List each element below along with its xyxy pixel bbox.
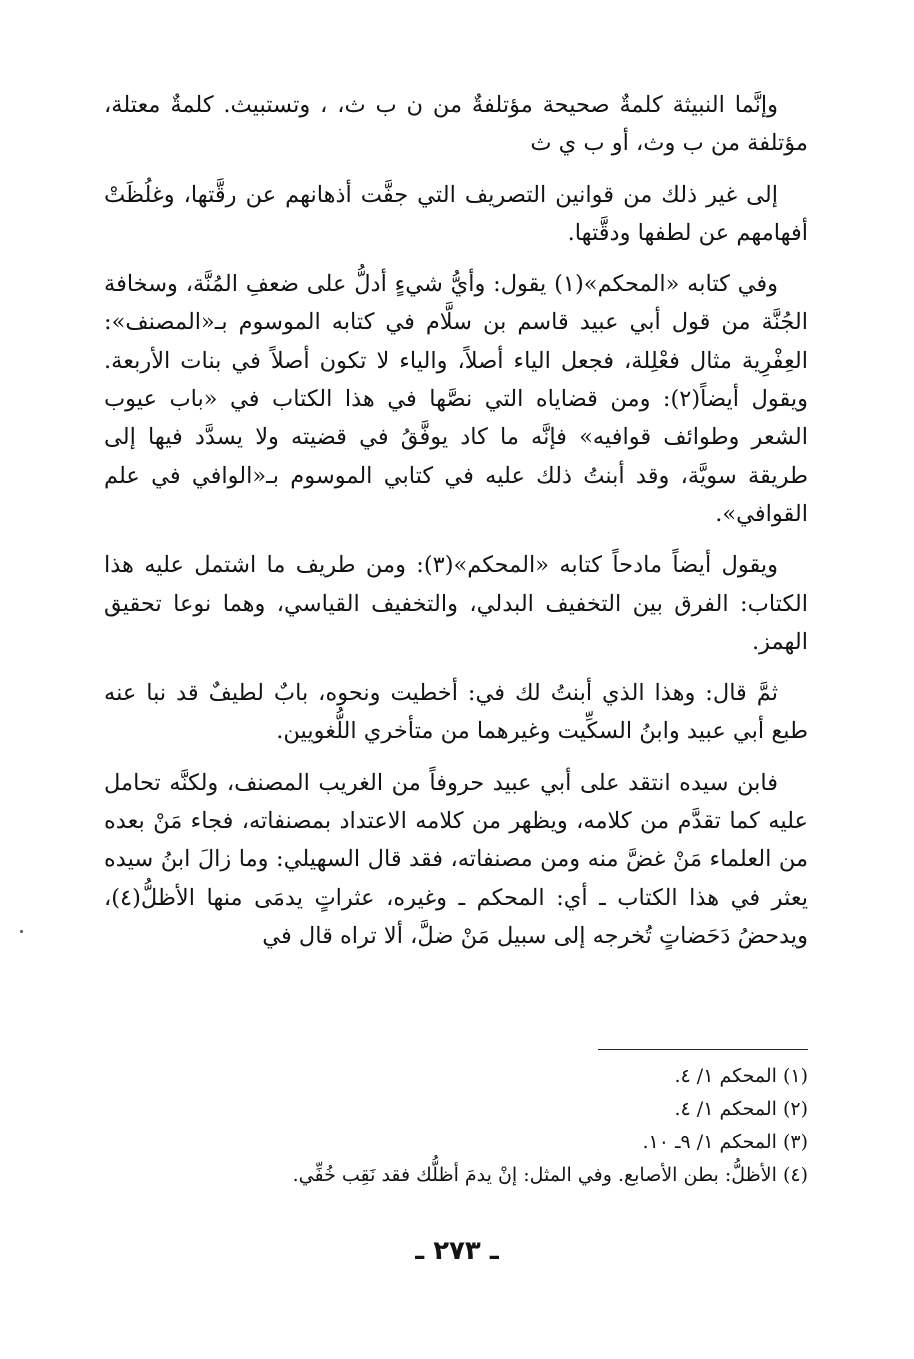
- paragraph-3: وفي كتابه «المحكم»(١) يقول: وأيُّ شيءٍ أدلُّ على ضعفِ المُنَّة، وسخافة الجُنَّة من قول أبي عبيد قاسم بن سلَّام في كتابه الموسوم بـ«المصنف»: العِفْرِية مثال فعْلِلة، فجعل الياء أصلاً، والياء لا تكون أصلاً في بنات الأربعة. ويقول أيضاً(٢): ومن قضاياه التي نصَّها في هذا الكتاب في «باب عيوب الشعر وطوائف قوافيه» فإنَّه ما كاد يوفَّقُ في قضيته ولا يسدَّد فيها إلى طريقة سويَّة، وقد أبنتُ ذلك عليه في كتابي الموسوم بـ«الوافي في علم القوافي».: [104, 271, 808, 527]
- paragraph-2: إلى غير ذلك من قوانين التصريف التي جفَّت أذهانهم عن رقَّتها، وغلُظَتْ أفهامهم عن لطفها ودقَّتها.: [104, 181, 808, 246]
- footnote-4: (٤) الأظلُّ: بطن الأصابع. وفي المثل: إنْ يدمَ أظلُّك فقد نَقِب خُفِّي.: [292, 1164, 808, 1186]
- paragraph-1: وإنَّما النبيثة كلمةٌ صحيحة مؤتلفةٌ من ن ب ث، ، وتستبيث. كلمةٌ معتلة، مؤتلفة من ب وث، أو ب ي ث: [104, 92, 808, 157]
- footnote-2: (٢) المحكم ١/ ٤.: [674, 1098, 808, 1120]
- scan-speck: [20, 930, 23, 933]
- page-number: ـ ٢٧٣ ـ: [415, 1236, 499, 1266]
- paragraph-4: ويقول أيضاً مادحاً كتابه «المحكم»(٣): ومن طريف ما اشتمل عليه هذا الكتاب: الفرق بين التخفيف البدلي، والتخفيف القياسي، وهما نوعا تحقيق الهمز.: [104, 552, 808, 655]
- paragraph-5: ثمَّ قال: وهذا الذي أبنتُ لك في: أخطيت ونحوه، بابٌ لطيفٌ قد نبا عنه طبع أبي عبيد وابنُ السكِّيت وغيرهما من متأخري اللُّغويين.: [104, 680, 808, 745]
- footnotes: [104, 1060, 808, 1192]
- main-text: [104, 86, 808, 968]
- footnote-separator: [598, 1049, 808, 1050]
- footnote-1: (١) المحكم ١/ ٤.: [674, 1065, 808, 1087]
- footnote-3: (٣) المحكم ١/ ٩ـ ١٠.: [642, 1131, 808, 1153]
- paragraph-6: فابن سيده انتقد على أبي عبيد حروفاً من الغريب المصنف، ولكنَّه تحامل عليه كما تقدَّم من كلامه، ويظهر من كلامه الاعتداد بمصنفاته، فجاء مَنْ بعده من العلماء مَنْ غضَّ منه ومن مصنفاته، فقد قال السهيلي: وما زالَ ابنُ سيده يعثر في هذا الكتاب ـ أي: المحكم ـ وغيره، عثراتٍ يدمَى منها الأظلُّ(٤)، ويدحضُ دَحَضاتٍ تُخرجه إلى سبيل مَنْ ضلَّ، ألا تراه قال في: [104, 769, 808, 949]
